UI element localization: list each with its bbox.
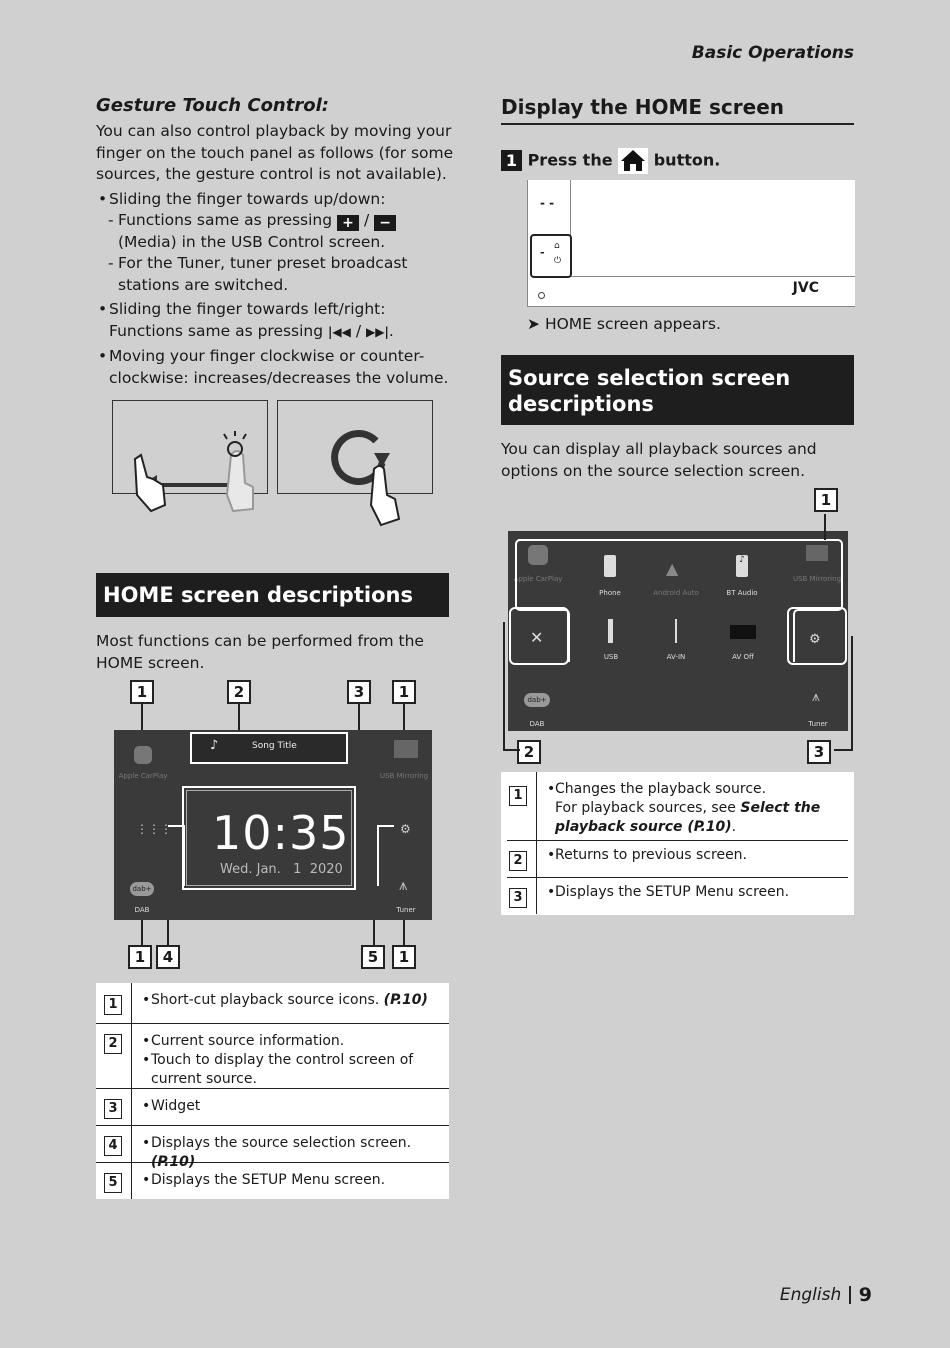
table-row: 4 • Displays the source selection screen. (P.10) [96,1126,449,1163]
table-row: 1 • Changes the playback source. For playback sources, see Select the playback source (P.10). [507,772,848,841]
source-callout-outlines [496,486,858,768]
tuner-label: Tuner [396,906,416,914]
page-footer [780,1284,872,1306]
music-note-icon: ♪ [210,738,219,753]
home-hard-button[interactable]: - ⌂ ⏻ [530,234,572,278]
swipe-hand-icon [113,401,267,531]
tuner-antenna-icon[interactable]: ⩚ [399,876,408,894]
setup-gear-icon: ⚙ [809,632,821,647]
table-row: 2 • Current source information. • Touch to display the control screen of current source. [96,1024,449,1089]
home-button-icon [618,148,648,174]
source-screen-diagram [496,486,858,768]
table-row: 5 • Displays the SETUP Menu screen. [96,1163,449,1199]
gesture-intro: You can also control playback by moving your finger on the touch panel as follows (for some sources, the gesture control is not available). [96,122,454,183]
callout-brackets [114,730,432,920]
table-row: 2 • Returns to previous screen. [507,841,848,878]
rotate-hand-icon [278,401,432,531]
footer-language: English [779,1285,842,1305]
gesture-bullet-1: • Sliding the finger towards up/down: [96,189,456,211]
apple-carplay-label: Apple CarPlay [513,575,563,583]
home-callout-1c: 1 [128,945,152,969]
table-row: 1 • Short-cut playback source icons. (P.10) [96,983,449,1024]
result-arrow-icon: ➤ [527,315,540,333]
source-callout-3: 3 [807,740,831,764]
gesture-bullet-2: • Sliding the finger towards left/right: Functions same as pressing |◀◀ / ▶▶|. [96,299,456,343]
swipe-illustration [112,400,268,494]
android-auto-label: Android Auto [653,589,699,597]
plus-key-icon: + [337,215,359,231]
home-callout-1a: 1 [130,680,154,704]
usb-label: USB [603,653,619,661]
gesture-bullet-3: • Moving your finger clockwise or counter-clockwise: increases/decreases the volume. [96,346,456,389]
source-desc-table [501,772,854,915]
minus-key-icon: − [374,215,396,231]
home-callout-1b: 1 [392,680,416,704]
rotate-illustration [277,400,433,494]
clock-time: 10:35 [212,806,350,860]
setup-gear-icon[interactable]: ⚙ [400,822,411,836]
home-callout-5: 5 [361,945,385,969]
home-small-icon: ⌂ [554,241,560,251]
display-home-step: 1 Press the button. [501,148,720,174]
source-grid-icon[interactable]: ⋮⋮⋮ [136,822,172,836]
table-row: 3 • Widget [96,1089,449,1126]
power-icon: ⏻ [554,256,562,266]
back-x-icon: ✕ [530,628,544,647]
home-callout-3: 3 [347,680,371,704]
dab-label: DAB [134,906,150,914]
brand-logo: JVC [792,280,819,296]
gesture-title: Gesture Touch Control: [96,95,329,116]
clock-date: Wed. Jan. 1 2020 [220,862,343,877]
running-header: Basic Operations [691,43,854,63]
next-track-icon: ▶▶| [365,324,389,339]
home-callout-1d: 1 [392,945,416,969]
source-callout-2: 2 [517,740,541,764]
table-row: 3 • Displays the SETUP Menu screen. [507,878,848,914]
step-number: 1 [501,150,522,171]
page-number: 9 [858,1284,872,1306]
source-sel-title: Source selection screen descriptions [501,355,854,425]
tuner-label: Tuner [808,720,828,728]
dab-icon[interactable]: dab+ [130,882,154,896]
dab-label: DAB [529,720,545,728]
av-in-label: AV-IN [666,653,686,661]
home-desc-intro: Most functions can be performed from the HOME screen. [96,632,424,672]
bt-audio-label: BT Audio [726,589,758,597]
tuner-antenna-icon[interactable]: ⩚ [812,689,820,705]
prev-track-icon: |◀◀ [328,324,351,339]
home-callout-2: 2 [227,680,251,704]
home-appears: ➤ HOME screen appears. [527,315,721,333]
source-sel-intro: You can display all playback sources and options on the source selection screen. [501,440,817,480]
song-title: Song Title [252,741,297,751]
phone-label: Phone [599,589,621,597]
av-off-label: AV Off [732,653,754,661]
head-unit-panel: - - - ⌂ ⏻ JVC [527,180,855,307]
usb-mirroring-label: USB Mirroring [792,575,842,583]
dab-icon[interactable]: dab+ [524,693,550,707]
home-screen-diagram [96,678,446,970]
home-screen [114,730,432,920]
home-desc-title: HOME screen descriptions [96,573,449,617]
home-desc-table [96,983,449,1199]
apple-carplay-label: Apple CarPlay [118,772,168,780]
gesture-bullet-1-sub-1: - Functions same as pressing + / − (Media) in the USB Control screen. [96,210,456,253]
display-home-title: Display the HOME screen [501,95,854,125]
source-callout-1: 1 [814,488,838,512]
usb-mirroring-label: USB Mirroring [379,772,429,780]
gesture-text [96,121,456,389]
android-auto-icon[interactable]: ▲ [666,559,679,578]
gesture-bullet-1-sub-2: - For the Tuner, tuner preset broadcast stations are switched. [108,254,408,294]
home-callout-4: 4 [156,945,180,969]
bt-audio-icon[interactable]: ♪ [736,555,748,577]
